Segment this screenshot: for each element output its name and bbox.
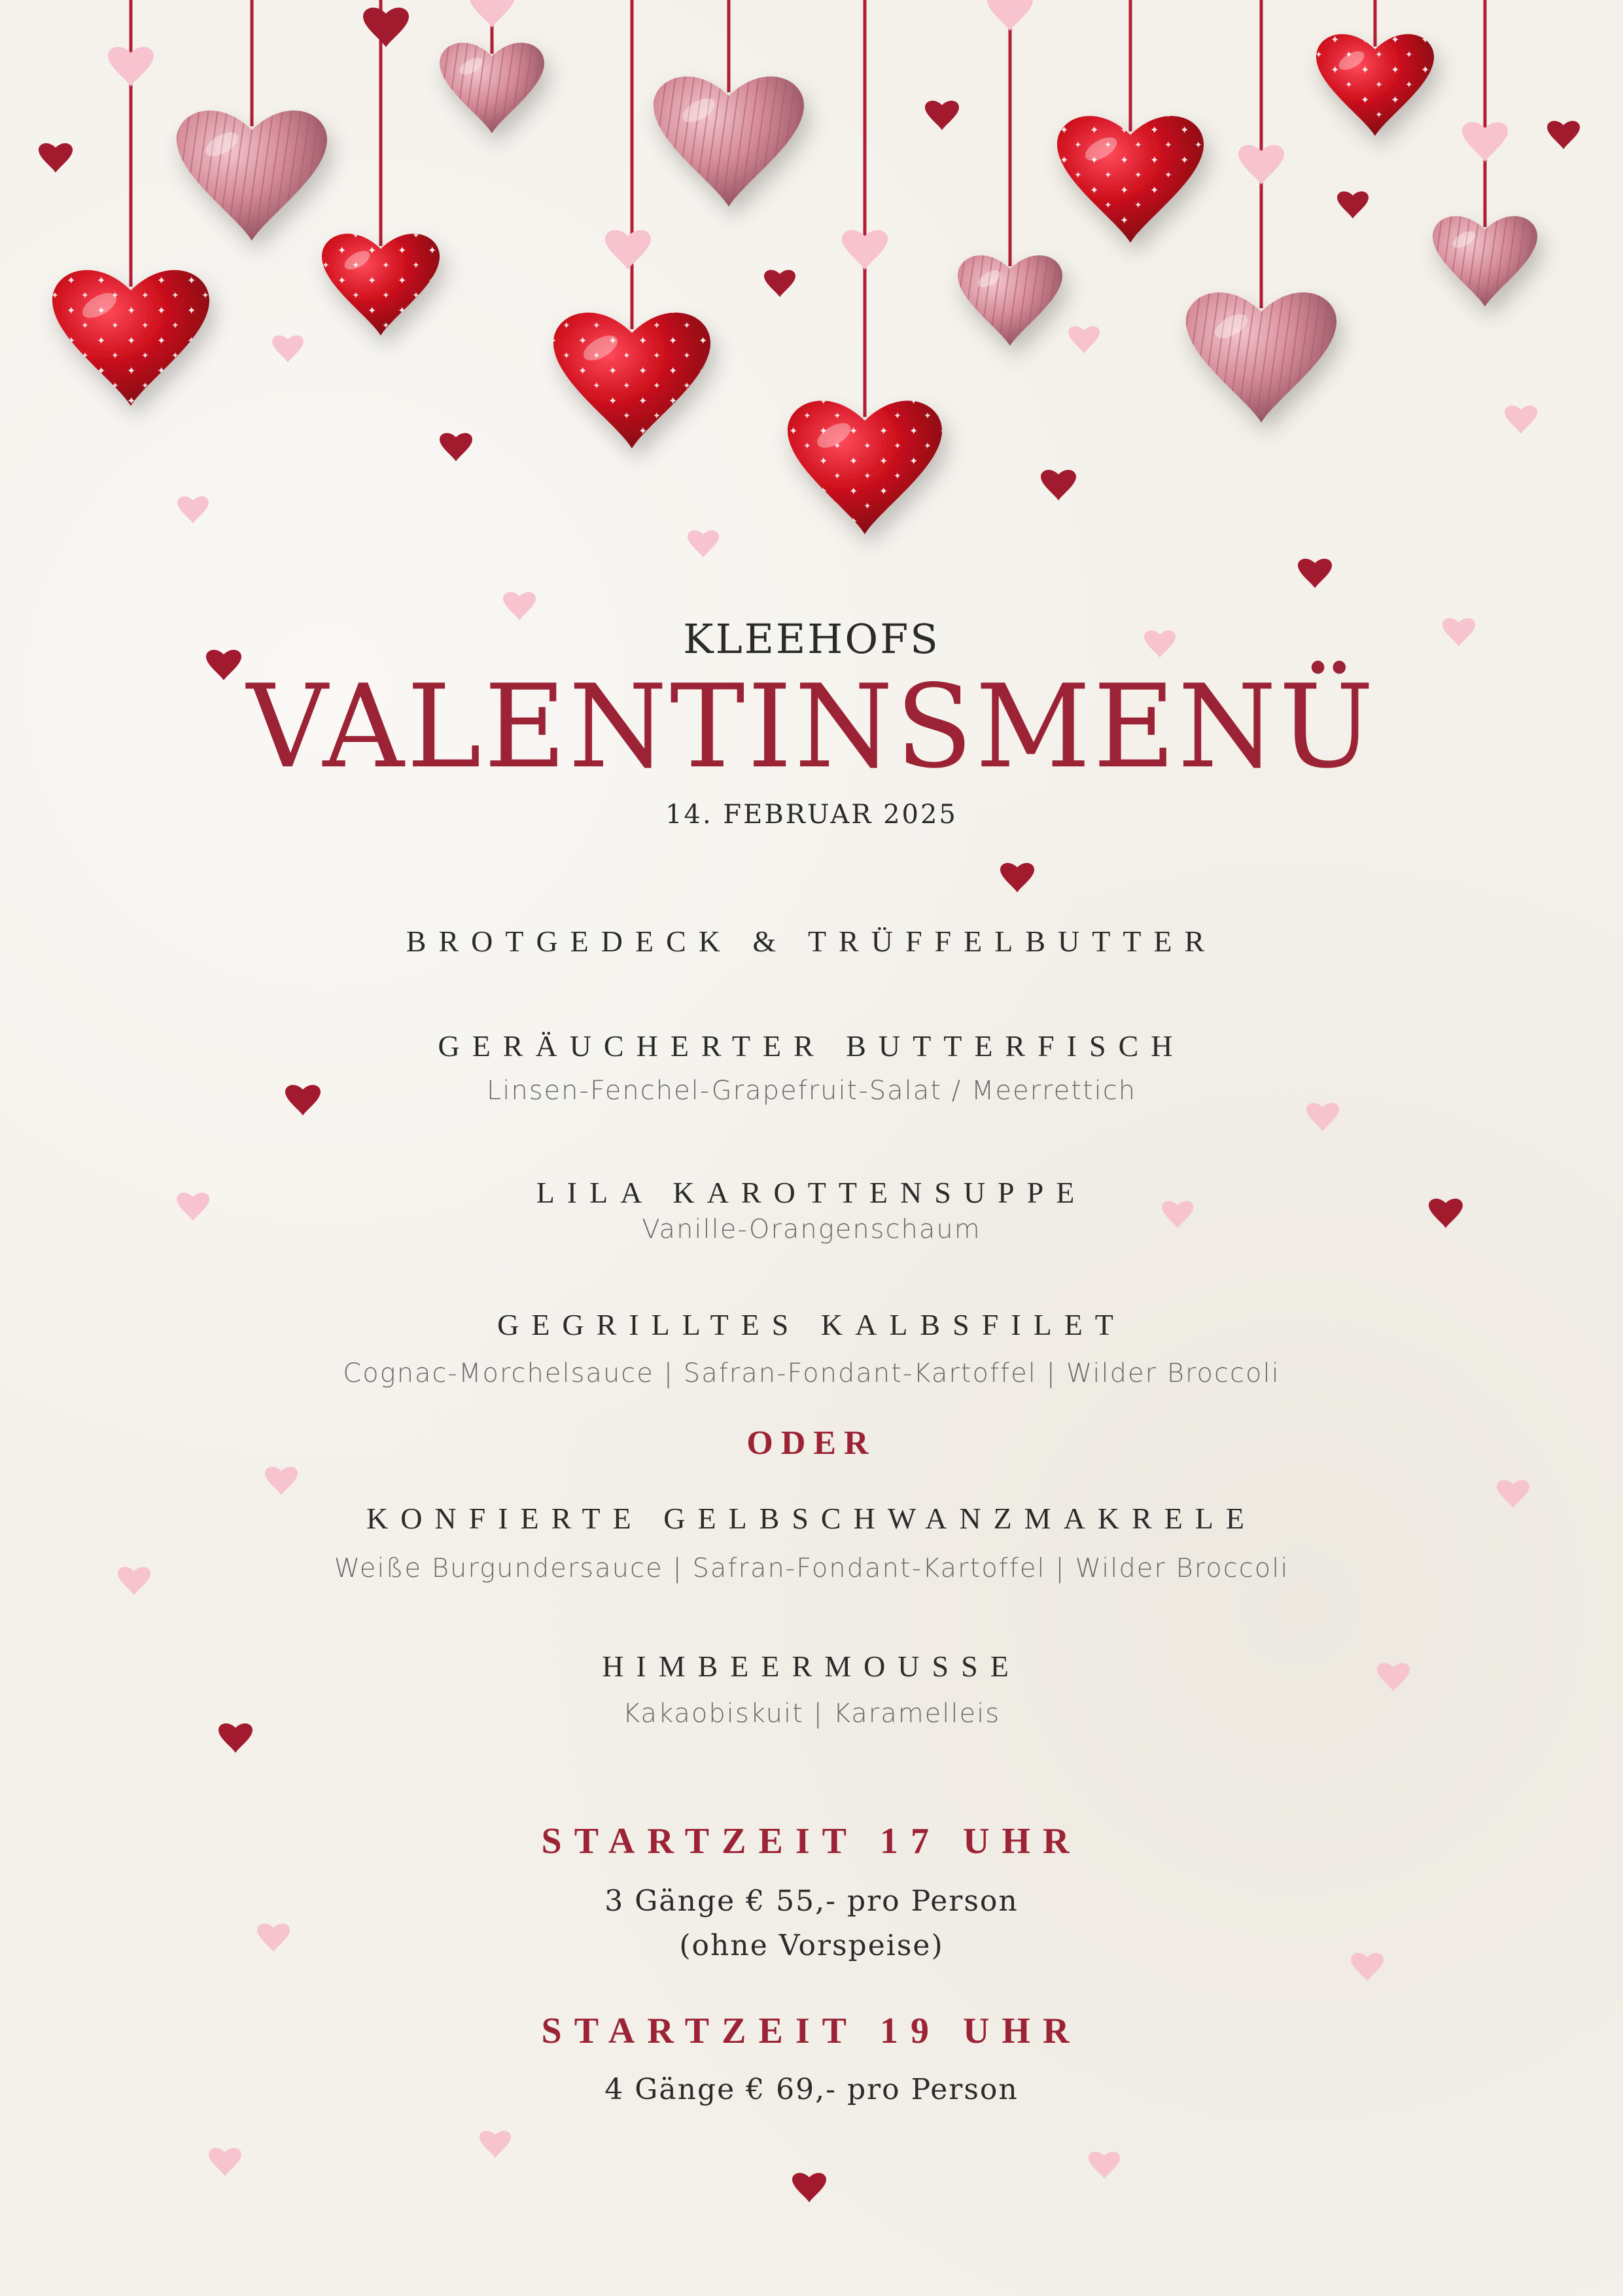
session-price: 4 Gänge € 69,- pro Person: [604, 2073, 1019, 2106]
session-title: STARTZEIT 19 UHR: [541, 2011, 1082, 2051]
or-separator: ODER: [746, 1424, 877, 1462]
course-name: BROTGEDECK & TRÜFFELBUTTER: [406, 925, 1217, 958]
session-price: 3 Gänge € 55,- pro Person: [604, 1884, 1019, 1918]
course-description: Weiße Burgundersauce | Safran-Fondant-Kartoffel | Wilder Broccoli: [334, 1553, 1289, 1583]
event-date: 14. FEBRUAR 2025: [665, 800, 958, 830]
course-description: Linsen-Fenchel-Grapefruit-Salat / Meerrettich: [486, 1076, 1137, 1106]
course-description: Cognac-Morchelsauce | Safran-Fondant-Kartoffel | Wilder Broccoli: [343, 1358, 1280, 1388]
course-name: HIMBEERMOUSSE: [602, 1650, 1021, 1683]
course-description: Vanille-Orangenschaum: [642, 1214, 981, 1245]
session-note: (ohne Vorspeise): [679, 1929, 944, 1962]
course-name: LILA KAROTTENSUPPE: [536, 1176, 1087, 1209]
course-name: GERÄUCHERTER BUTTERFISCH: [438, 1029, 1185, 1063]
menu-title: VALENTINSMENÜ: [246, 659, 1377, 794]
course-description: Kakaobiskuit | Karamelleis: [622, 1699, 1001, 1729]
course-name: KONFIERTE GELBSCHWANZMAKRELE: [366, 1502, 1257, 1535]
session-title: STARTZEIT 17 UHR: [541, 1821, 1082, 1862]
course-name: GEGRILLTES KALBSFILET: [497, 1308, 1126, 1341]
brand-name: KLEEHOFS: [683, 615, 940, 663]
